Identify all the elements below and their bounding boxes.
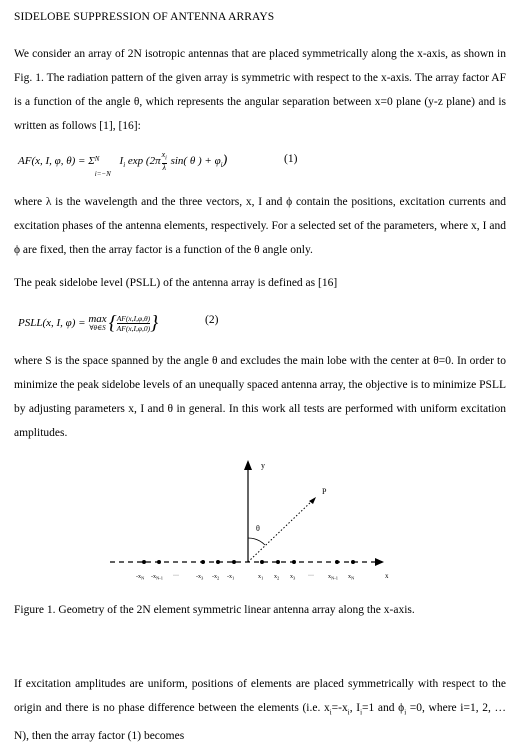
eq2-lhs: PSLL(x, I, φ) = (18, 317, 89, 330)
p5-part-d: =1 and ϕ (362, 702, 405, 714)
element-dot (142, 560, 146, 564)
element-dot (232, 560, 236, 564)
direction-arrow (309, 497, 316, 504)
tick-ellipsis: ··· (173, 573, 179, 579)
element-dot (157, 560, 161, 564)
p5-sub: i (347, 708, 350, 717)
paragraph-array-intro: We consider an array of 2N isotropic antennas that are placed symmetrically along the x-axis, as shown in Fig. 1. The radiation pattern of the given array is symmetric with respect to the x-axis. The array factor AF is a function of the angle θ, which represents the angular separation between x=0 plane (y-z plane) and is written as follows [1], [16]: (14, 48, 506, 132)
tick-label: $-x_N$ (136, 574, 145, 581)
eq1-close: ) (222, 152, 228, 168)
eq1-tail: sin( θ ) + φ (167, 154, 221, 167)
element-dot (201, 560, 205, 564)
eq2-max-sub: ∀θ∈S (89, 323, 106, 332)
p5-part-c: , I (349, 702, 361, 714)
paragraph-minimize: where S is the space spanned by the angle θ and excludes the main lobe with the center at θ=0. In order to minimize the peak sidelobe levels of an unequally spaced antenna array, the objective is to minimize PSLL by adjusting parameters x, I and θ in general. In this work all tests are performed with uniform excitation amplitudes. (14, 355, 507, 439)
eq1-tail-sub: i (220, 161, 223, 170)
tick-label: $x_2$ (274, 574, 280, 581)
paragraph-psll-intro: The peak sidelobe level (PSLL) of the antenna array is defined as [16] (14, 277, 338, 289)
equation-array-factor (18, 150, 228, 178)
tick-label: $-x_3$ (196, 574, 204, 581)
eq1-lhs: AF(x, I, φ, θ) = Σ (18, 154, 95, 167)
p5-sub: i (404, 708, 407, 717)
paragraph-wavelength: where λ is the wavelength and the three vectors, x, I and ϕ contain the positions, excitation currents and excitation phases of the antenna elements, respectively. For a selected set of the parameters, where x, I and ϕ are fixed, then the array factor is a function of the θ angle only. (14, 196, 506, 256)
eq1-frac-den: λ (162, 162, 166, 172)
tick-label: $x_1$ (258, 574, 264, 581)
eq2-denominator: AF(x,I,φ,0) (116, 324, 151, 333)
tick-label: $x_N$ (348, 574, 355, 581)
eq1-sum-upper: N (94, 154, 100, 163)
x-axis-label: x (385, 572, 389, 580)
tick-label: $-x_1$ (227, 574, 235, 581)
eq2-numerator: AF(x,I,φ,θ) (116, 314, 151, 323)
p5-part-a: If excitation amplitudes are uniform, positions of elements are placed symmetrically with respect to the origin and there is no phase difference between the elements (i.e. x (14, 678, 506, 714)
array-geometry-figure (110, 452, 400, 592)
eq1-frac-num: x (161, 150, 166, 159)
theta-arc (248, 538, 265, 545)
tick-label: $x_3$ (290, 574, 296, 581)
p5-sub: i (329, 708, 332, 717)
figure-caption: Figure 1. Geometry of the 2N element symmetric linear antenna array along the x-axis. (14, 604, 415, 616)
element-dot (335, 560, 339, 564)
eq1-sum-lower: i=−N (94, 169, 111, 178)
eq1-current: I (116, 154, 124, 167)
element-dot (276, 560, 280, 564)
equation-psll: PSLL(x, I, φ) = max ∀θ∈S { $\frac{AF(x,I,\varphi,\theta)}{AF(x,I,\varphi,0)}$ } (18, 312, 159, 334)
y-axis-arrow (244, 460, 252, 470)
tick-label: $-x_2$ (212, 574, 220, 581)
element-dot (292, 560, 296, 564)
paragraph-uniform-case (14, 672, 506, 748)
eq1-current-sub: i (123, 161, 126, 170)
p5-part-b: =-x (331, 702, 348, 714)
tick-label: $-x_{N-1}$ (151, 574, 163, 581)
tick-ellipsis: ··· (308, 573, 314, 579)
element-dot (216, 560, 220, 564)
point-p-label: P (322, 487, 327, 496)
x-axis-arrow (375, 558, 384, 566)
eq2-max: max (88, 312, 107, 325)
element-dot (260, 560, 264, 564)
equation-2-number: (2) (205, 314, 219, 326)
y-axis-label: y (261, 461, 265, 470)
section-title: SIDELOBE SUPPRESSION OF ANTENNA ARRAYS (14, 11, 275, 23)
equation-1-number: (1) (284, 153, 298, 165)
tick-label: $x_{N-1}$ (328, 574, 338, 581)
element-dot (351, 560, 355, 564)
array-geometry-diagram (110, 452, 400, 587)
eq1-frac-num-sub: i (165, 155, 167, 162)
p5-sub: i (360, 708, 363, 717)
p5-part-e: =0, where i=1, 2, … N), then the array factor (1) becomes (14, 702, 506, 743)
theta-label: θ (256, 524, 260, 533)
eq1-exp: exp (2π (125, 154, 161, 167)
